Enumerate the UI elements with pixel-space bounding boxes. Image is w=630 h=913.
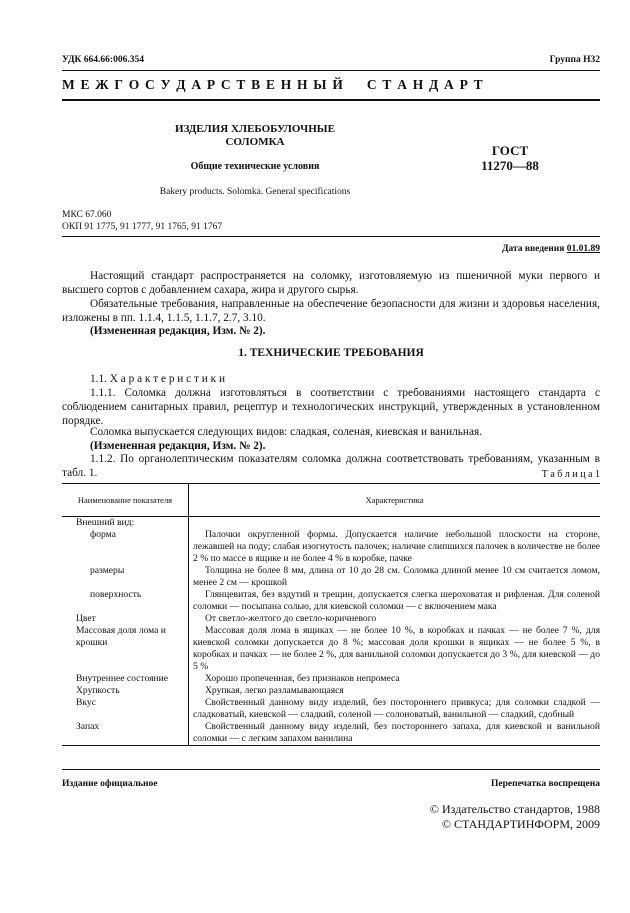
row-name: Внутреннее состояние <box>62 673 189 685</box>
reprint-prohibited: Перепечатка воспрещена <box>490 779 600 789</box>
row-value: Массовая доля лома в ящиках — не более 10 %, в коробках и пачках — не более 7 %, для киевской соломки допускается до 8 %; массовая доля крошки в ящиках — не более 5 %, в коробках и пачках — не более 2 %, для ванильной соломки допускается до 3 %, для киевской — до 5 % <box>193 625 600 672</box>
row-value: Свойственный данному виду изделий, без постороннего запаха, для киевской и ванильной соломки — с легким запахом ванилина <box>189 721 601 746</box>
paragraph-scope: Настоящий стандарт распространяется на соломку, изготовляемую из пшеничной муки первого и высшего сортов с добавлением сахара, жира и другого сырья. <box>62 270 600 296</box>
okp-code: ОКП 91 1775, 91 1777, 91 1765, 91 1767 <box>62 222 223 232</box>
english-title: Bakery products. Solomka. General specifications <box>159 187 351 197</box>
row-name: Цвет <box>62 613 189 625</box>
row-name-text: форма <box>90 529 116 540</box>
row-value: Глянцевитая, без вздутий и трещин, допускается слегка шероховатая и рифленая. Для соленой соломки — посыпана солью, для киевской соломки — с включением мака <box>193 589 600 612</box>
table-row <box>62 613 600 625</box>
amendment-note-2: (Измененная редакция, Изм. № 2). <box>90 440 266 452</box>
copyright-2009: © СТАНДАРТИНФОРМ, 2009 <box>441 817 600 831</box>
table-row <box>62 697 600 721</box>
row-value: От светло-желтого до светло-коричневого <box>205 613 377 624</box>
title-line-1: ИЗДЕЛИЯ ХЛЕБОБУЛОЧНЫЕ <box>175 123 335 135</box>
document-subtitle: Общие технические условия <box>190 161 320 172</box>
udk-code: УДК 664.66:006.354 <box>62 55 144 65</box>
table-row <box>62 673 600 685</box>
group-code: Группа Н32 <box>549 55 600 65</box>
clause-1-1-2: 1.1.2. По органолептическим показателям соломка должна соответствовать требованиям, указанным в табл. 1. <box>62 453 600 479</box>
row-name: Внешний вид: <box>62 517 189 530</box>
table-header-row <box>62 484 600 517</box>
column-header-characteristic: Характеристика <box>189 484 601 517</box>
header-divider <box>62 70 600 71</box>
clause-heading: 1.1. Х а р а к т е р и с т и к и <box>90 373 225 385</box>
row-value: Хрупкая, легко разламывающаяся <box>205 685 344 696</box>
gost-code: 11270—88 <box>481 158 539 173</box>
row-name: Вкус <box>62 697 189 721</box>
table-row <box>62 685 600 697</box>
table-caption: Т а б л и ц а 1 <box>541 469 600 480</box>
table-row <box>62 721 600 746</box>
row-value <box>189 517 601 530</box>
row-name: Запах <box>62 721 189 746</box>
clause-1-1-1: 1.1.1. Соломка должна изготовляться в соответствии с требованиями настоящего стандарта с соблюдением санитарных правил, рецептур и технологических инструкций, утвержденных в установленном порядке. <box>62 387 600 427</box>
row-name <box>62 529 189 565</box>
row-name <box>62 589 189 613</box>
copyright-1988: © Издательство стандартов, 1988 <box>429 802 600 816</box>
banner-divider <box>62 99 600 101</box>
row-name-text: поверхность <box>90 589 142 600</box>
gost-number <box>470 143 550 173</box>
table-row <box>62 517 600 530</box>
row-value: Хорошо пропеченная, без признаков непромеса <box>205 673 400 684</box>
standard-banner: М Е Ж Г О С У Д А Р С Т В Е Н Н Ы Й С Т А Н Д А Р Т <box>62 77 484 92</box>
section-heading: 1. ТЕХНИЧЕСКИЕ ТРЕБОВАНИЯ <box>238 347 424 359</box>
intro-date-value: 01.01.89 <box>566 244 600 254</box>
document-title <box>150 123 360 149</box>
row-name-text: размеры <box>90 565 125 576</box>
row-name: Хрупкость <box>62 685 189 697</box>
row-value: Толщина не более 8 мм, длина от 10 до 28 см. Соломка длиной менее 10 см считается ломом, менее 2 см — крошкой <box>193 565 600 588</box>
column-header-parameter: Наименование показателя <box>62 484 189 517</box>
table-row <box>62 625 600 673</box>
codes-divider <box>62 236 600 237</box>
table-row <box>62 589 600 613</box>
intro-date-label: Дата введения <box>501 244 567 254</box>
paragraph-safety: Обязательные требования, направленные на обеспечение безопасности для жизни и здоровья населения, изложены в пп. 1.1.4, 1.1.5, 1.1.7, 2.7, 3.10. <box>62 298 600 324</box>
row-value: Свойственный данному виду изделий, без постороннего привкуса; для соломки сладкой — сладковатый, киевской — сладкий, соленой — солоноватый, ванильной — сладкий, сдобный <box>193 697 600 720</box>
gost-label: ГОСТ <box>491 143 529 158</box>
row-value: Палочки округленной формы. Допускается наличие небольшой плоскости на стороне, лежавшей на поду; слабая изогнутость палочек; наличие слипшихся палочек в количестве не более 2 % по массе в ящике и не более 4 % в коробке, пачке <box>193 529 600 564</box>
official-edition: Издание официальное <box>62 779 158 789</box>
table-row <box>62 565 600 589</box>
mks-code: МКС 67.060 <box>62 210 112 220</box>
table-row <box>62 529 600 565</box>
title-line-2: СОЛОМКА <box>225 136 285 148</box>
organoleptic-table <box>62 484 600 746</box>
product-types: Соломка выпускается следующих видов: сладкая, соленая, киевская и ванильная. <box>90 426 483 438</box>
amendment-note-1: (Измененная редакция, Изм. № 2). <box>90 325 266 337</box>
footer-divider <box>62 769 600 770</box>
row-name: Массовая доля лома и крошки <box>62 625 189 673</box>
row-name <box>62 565 189 589</box>
intro-date <box>502 244 600 254</box>
